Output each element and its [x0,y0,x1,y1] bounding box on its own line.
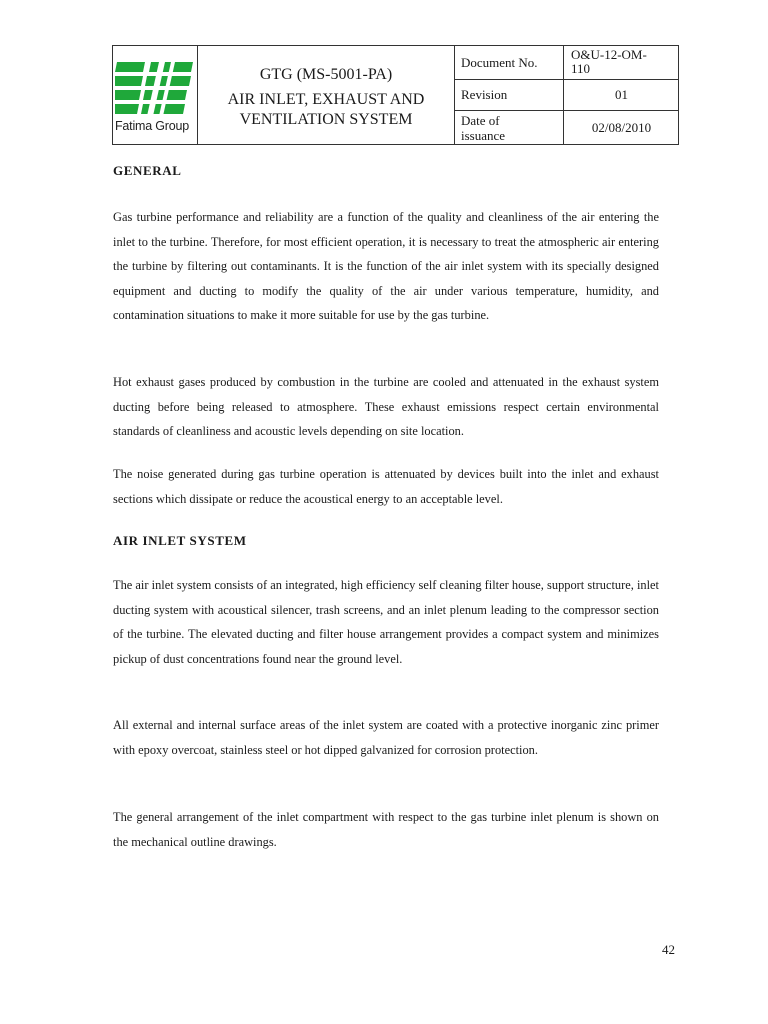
revision-row [455,80,678,111]
date-value: 02/08/2010 [591,120,652,135]
revision-label: Revision [455,80,564,110]
revision-value: 01 [615,87,628,102]
page-number: 42 [662,942,675,957]
logo-cell [113,46,198,144]
fatima-group-logo-icon [115,60,195,118]
section-heading-general: GENERAL [113,163,182,178]
document-meta-cell [455,46,678,144]
logo-text: Fatima Group [115,119,190,133]
paragraph: Gas turbine performance and reliability are a function of the quality and cleanliness of the air entering the inlet to the turbine. Therefore, for most efficient operation, it is necessary to treat the atmospheric air entering the turbine by filtering out contaminants. It is the function of the air inlet system with its specially designed equipment and ducting to modify the quality of the air under various temperature, humidity, and contamination situations to make it more suitable for use by the gas turbine. [113,210,659,323]
date-label [455,111,564,144]
section-heading-air-inlet: AIR INLET SYSTEM [113,533,247,548]
document-header-table [112,45,679,145]
date-row [455,111,678,144]
paragraph: All external and internal surface areas of the inlet system are coated with a protective inorganic zinc primer with epoxy overcoat, stainless steel or hot dipped galvanized for corrosion protection. [113,718,659,757]
date-label-line-2: issuance [461,128,506,143]
document-title-line-2: AIR INLET, EXHAUST AND [227,91,425,108]
date-label-line-1: Date of [461,113,500,128]
paragraph: The general arrangement of the inlet compartment with respect to the gas turbine inlet plenum is shown on the mechanical outline drawings. [113,810,659,849]
document-title-cell [198,46,455,144]
document-title-line-1: GTG (MS-5001-PA) [259,66,393,83]
document-no-label: Document No. [455,46,564,79]
document-title-line-3: VENTILATION SYSTEM [239,111,413,128]
document-no-row [455,46,678,80]
document-no-value-line-2: 110 [571,61,591,76]
paragraph: The air inlet system consists of an integrated, high efficiency self cleaning filter house, support structure, inlet ducting system with acoustical silencer, trash screens, and an inlet plenum leading to the compressor section of the turbine. The elevated ducting and filter house arrangement provides a compact system and minimizes pickup of dust concentrations found near the ground level. [113,578,659,666]
paragraph: The noise generated during gas turbine operation is attenuated by devices built into the inlet and exhaust sections which dissipate or reduce the acoustical energy to an acceptable level. [113,467,659,506]
paragraph: Hot exhaust gases produced by combustion in the turbine are cooled and attenuated in the exhaust system ducting before being released to atmosphere. These exhaust emissions respect certain environmental standards of cleanliness and acoustic levels depending on site location. [113,375,659,439]
document-no-value-line-1: O&U-12-OM- [571,47,647,62]
document-no-value [565,46,678,79]
